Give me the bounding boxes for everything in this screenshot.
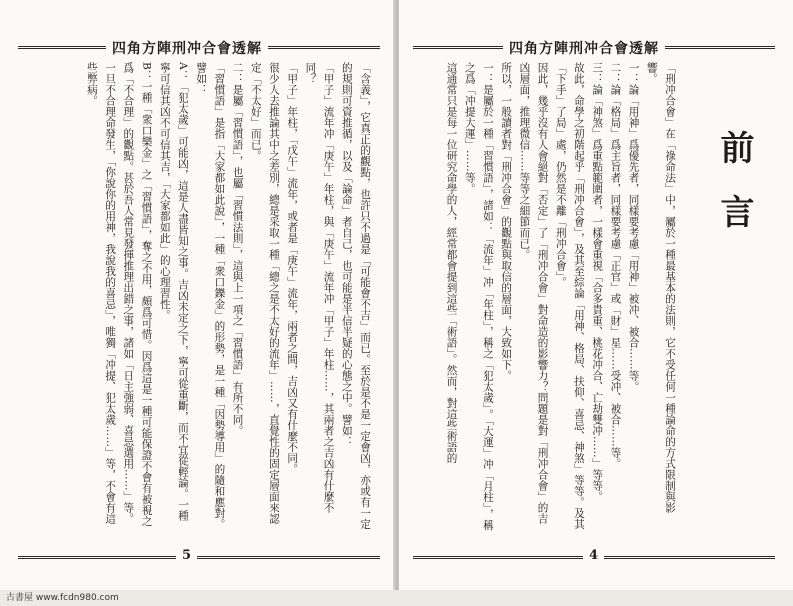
right-page	[399, 0, 793, 590]
left-column: 「含義」，它真正的觀點，也許只不過是「可能會不吉」而已。至於是不是一定會凶，亦或有一定的規則可資推循，以及「論命」者自己，也可能是半信半疑的心態之中。譬如：	[340, 62, 371, 530]
right-column: 所以，一般讀者對「刑冲合會」的觀點與取信的層面，大致如下。	[500, 62, 513, 381]
left-column: 很少人去推論其中之差別，總是采取一種「總之是不太好的流年」……，直覺性的固定層面來認定「不太好」而已。	[249, 62, 280, 524]
right-column: 一：論「用神」爲優先者，同樣要考慮「用神」被冲、被合……等。	[627, 62, 640, 392]
right-column: 二：論「格局」爲主旨者，同樣要考慮「正官」或「財」星……受冲、被合……等。	[609, 62, 622, 469]
right-column: 故此，命學之初階起乎「刑冲合會」，及其至綜論「用神、格局、扶仰、喜忌、神煞」等等。及其「下手」了局」處，仍然是不離「刑冲合會」。	[554, 62, 585, 530]
right-column: 因此，幾乎沒有人會絕對「否定」了「刑冲合會」對命造的影響力？問題是對「刑冲合會」的吉凶層面，推理微信……等等之細節而已。	[518, 62, 549, 524]
left-column: A：「犯太歲」可能凶，這是人盡皆知之事。吉凶未定之下，寧可從重斷，而不宜從輕論。一種寧可信其凶不可信其吉，「大家都如此」的心理習性。	[158, 62, 189, 522]
watermark-bar	[0, 590, 793, 606]
right-body-text	[421, 62, 679, 532]
preface-heading: 前言	[714, 130, 754, 258]
left-column: 「甲子」年柱，「戊午」流年，或者是「庚午」流年，兩者之間，吉凶又有什麼不同。	[286, 62, 299, 475]
right-column: 一：是屬於一種「習慣語」，諸如：「流年」冲「年柱」，稱之「犯太歲」。「大運」冲「月柱」，稱之爲「冲提大運」……等。	[463, 62, 494, 531]
right-column: 這通常只是每一位研究命學的人，經常都會提到這些「術語」。然而，對這些術語的	[445, 62, 458, 464]
left-column: 「甲子」流年冲「庚午」年柱，與「庚午」流年冲「甲子」年柱……，其兩者之吉凶有什麼不同？	[304, 62, 335, 513]
left-body-text	[24, 62, 374, 532]
left-header-title: 四角方陣刑冲合會透解	[106, 38, 268, 58]
right-column: 三：論「神煞」爲重點範圍者，一樣會重視「合多貴重、桃花冲合、亡劫雙冲……」等等。	[591, 62, 604, 502]
right-column: 「刑冲合會」在「祿命法」中，屬於一種最基本的法則，它不受任何一種論命的方式限制與影響。	[645, 62, 676, 513]
left-footer-rule	[18, 556, 380, 559]
right-header-title: 四角方陣刑冲合會透解	[503, 38, 665, 58]
right-page-number: 4	[583, 548, 604, 563]
left-column: 二：是屬「習慣語」，也屬「習慣法則」，這與上一項之「習慣語」有所不同。	[231, 62, 244, 437]
left-page	[0, 0, 395, 590]
left-column: B：一種「衆口樂金」之「習慣語」，奪之不用，頗爲可惜。因爲這是一種可能保證不會有被視之爲「不合理」的觀點。甚於吾人常見發揮推理出錯之事，諸如「日主強弱、喜忌選用……」等。一旦不合理命發生，「你說你的用神，我說我的喜忌」，唯獨「冲提、犯太歲……」等，不會有這些弊病。	[85, 62, 153, 527]
left-page-number: 5	[176, 548, 197, 563]
left-column: 「習慣語」是指「大家都如此說」，一種「衆口鑠金」的形勢，是一種「因勢導用」的隨和應對。譬如：	[195, 62, 226, 530]
watermark-text: 古書屋 www.fcdn980.com	[6, 593, 119, 603]
